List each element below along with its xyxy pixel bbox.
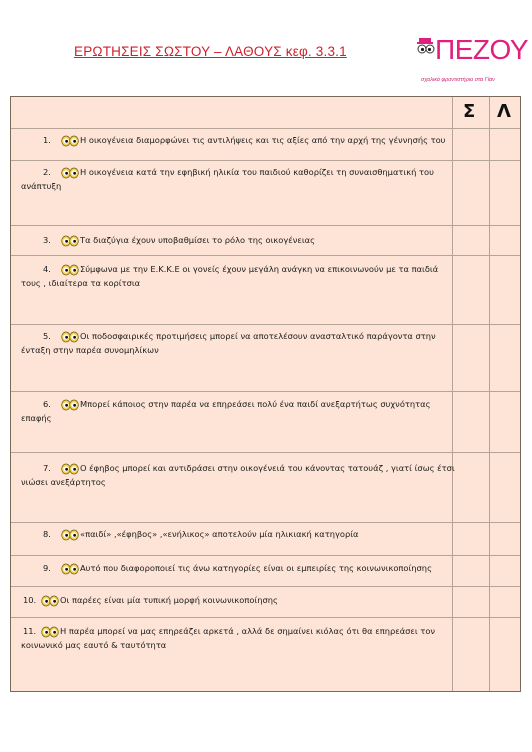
question-number: 7. [43, 463, 51, 473]
question-text: Σύμφωνα με την Ε.Κ.Κ.Ε οι γονείς έχουν μεγάλη ανάγκη να επικοινωνούν με τα παιδιά τους , ιδιαίτερα τα κορίτσια [21, 264, 439, 288]
eyes-icon [41, 595, 59, 607]
question-item [21, 233, 457, 247]
eyes-icon [61, 463, 79, 475]
eyes-icon [61, 135, 79, 147]
eyes-icon [61, 235, 79, 247]
question-text: «παιδί» ,«έφηβος» ,«ενήλικος» αποτελούν μία ηλικιακή κατηγορία [80, 529, 359, 539]
question-number: 3. [43, 235, 51, 245]
question-text: Η οικογένεια διαμορφώνει τις αντιλήψεις και τις αξίες από την αρχή της γέννησής του [80, 135, 446, 145]
eyes-icon [61, 264, 79, 276]
question-item [21, 329, 457, 357]
logo-wordmark: ΠΕΖΟΥ [435, 34, 529, 65]
question-number: 9. [43, 563, 51, 573]
column-divider [489, 97, 490, 691]
mascot-icon [415, 37, 437, 59]
question-item [21, 593, 457, 607]
question-item [21, 165, 457, 193]
question-text: Η παρέα μπορεί να μας επηρεάζει αρκετά , αλλά δε σημαίνει κιόλας ότι θα επηρεάσει τον κοινωνικό μας εαυτό & ταυτότητα [21, 626, 436, 650]
question-number: 2. [43, 167, 51, 177]
question-text: Αυτό που διαφοροποιεί τις άνω κατηγορίες είναι οι εμπειρίες της κοινωνικοποίησης [80, 563, 432, 573]
eyes-icon [61, 399, 79, 411]
page-title: ΕΡΩΤΗΣΕΙΣ ΣΩΣΤΟΥ – ΛΑΘΟΥΣ κεφ. 3.3.1 [74, 44, 347, 59]
header-row [11, 97, 520, 129]
eyes-icon [61, 167, 79, 179]
question-item [21, 133, 457, 147]
question-number: 1. [43, 135, 51, 145]
eyes-icon [61, 563, 79, 575]
question-item [21, 262, 457, 290]
question-text: Τα διαζύγια έχουν υποβαθμίσει το ρόλο της οικογένειας [80, 235, 316, 245]
eyes-icon [61, 331, 79, 343]
header-false: Λ [497, 101, 511, 122]
question-number: 4. [43, 264, 51, 274]
question-item [21, 624, 457, 652]
question-text: Οι παρέες είναι μία τυπική μορφή κοινωνικοποίησης [60, 595, 278, 605]
brand-logo [413, 34, 529, 90]
question-item [21, 397, 457, 425]
logo-tagline: σχολικό φροντιστήριο στα Γίαν [421, 77, 495, 83]
header-true: Σ [463, 101, 476, 122]
question-text: Μπορεί κάποιος στην παρέα να επηρεάσει πολύ ένα παιδί ανεξαρτήτως συχνότητας επαφής [21, 399, 431, 423]
question-number: 8. [43, 529, 51, 539]
eyes-icon [41, 626, 59, 638]
true-false-table [10, 96, 521, 692]
question-item [21, 527, 457, 541]
question-item [21, 561, 457, 575]
eyes-icon [61, 529, 79, 541]
question-number: 11. [23, 626, 37, 636]
question-text: Η οικογένεια κατά την εφηβική ηλικία του παιδιού καθορίζει τη συναισθηματική του ανάπτυξη [21, 167, 434, 191]
question-number: 6. [43, 399, 51, 409]
question-text: Ο έφηβος μπορεί και αντιδράσει στην οικογένειά του κάνοντας τατουάζ , γιατί ίσως έτσι νιώσει ανεξάρτητος [21, 463, 455, 487]
question-number: 5. [43, 331, 51, 341]
question-text: Οι ποδοσφαιρικές προτιμήσεις μπορεί να αποτελέσουν ανασταλτικό παράγοντα στην ένταξη στην παρέα συνομηλίκων [21, 331, 436, 355]
question-item [21, 461, 457, 489]
question-number: 10. [23, 595, 37, 605]
